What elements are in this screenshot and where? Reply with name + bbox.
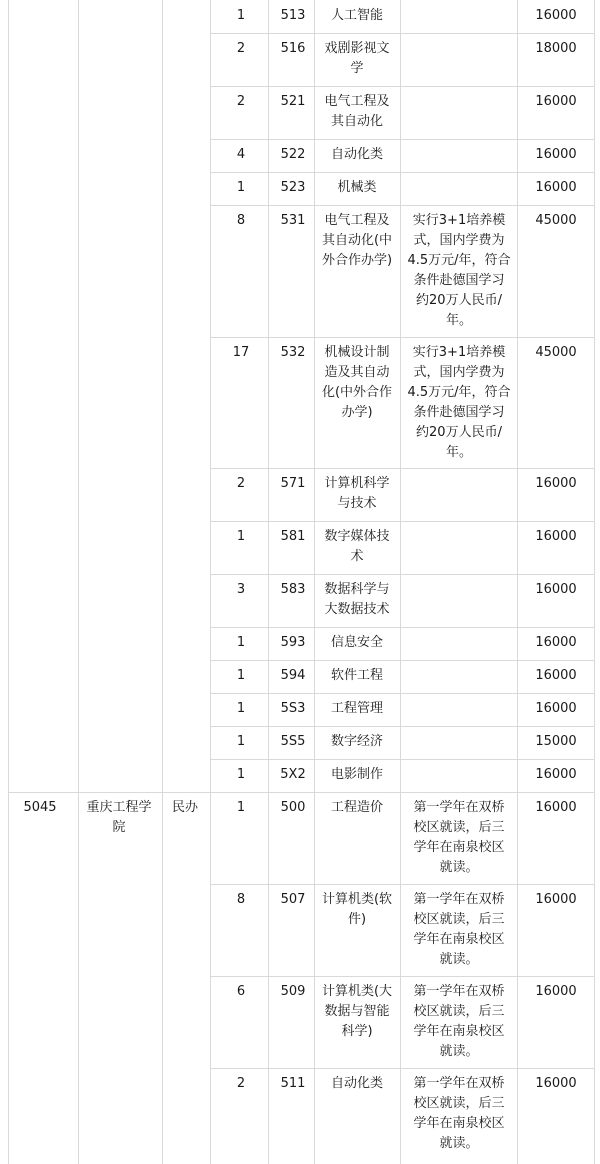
table-cell-code: 532 <box>280 345 306 360</box>
row-divider <box>210 884 595 885</box>
table-cell-fee: 16000 <box>535 635 577 650</box>
table-cell-code: 594 <box>280 668 306 683</box>
table-cell-major: 计算机科学 与技术 <box>324 476 390 511</box>
table-cell-major: 电气工程及 其自动化 <box>324 94 390 129</box>
table-cell-major: 计算机类(软 件) <box>321 892 393 927</box>
table-cell-count: 1 <box>236 180 246 195</box>
table-cell-fee: 16000 <box>535 892 577 907</box>
table-cell-fee: 16000 <box>535 800 577 815</box>
row-divider <box>210 33 595 34</box>
row-divider <box>210 1068 595 1069</box>
table-cell-count: 4 <box>236 147 246 162</box>
column-divider <box>162 0 163 1164</box>
row-divider <box>210 976 595 977</box>
table-cell-remark: 实行3+1培养模 式，国内学费为 4.5万元/年，符合 条件赴德国学习 约20万人民币/ 年。 <box>407 345 511 460</box>
table-cell-count: 1 <box>236 800 246 815</box>
table-cell-code: 571 <box>280 476 306 491</box>
row-divider <box>210 86 595 87</box>
row-divider <box>210 759 595 760</box>
table-cell-code: 516 <box>280 41 306 56</box>
table-cell-fee: 16000 <box>535 984 577 999</box>
table-cell-count: 6 <box>236 984 246 999</box>
table-cell-fee: 16000 <box>535 94 577 109</box>
table-cell-count: 1 <box>236 529 246 544</box>
table-cell-fee: 16000 <box>535 476 577 491</box>
table-cell-code: 509 <box>280 984 306 999</box>
column-divider <box>594 0 595 1164</box>
school-id-cell: 5045 <box>23 800 57 815</box>
table-cell-code: 531 <box>280 213 306 228</box>
school-type-cell: 民办 <box>171 800 198 815</box>
row-divider <box>210 139 595 140</box>
table-cell-code: 5S5 <box>280 734 306 749</box>
table-cell-fee: 16000 <box>535 180 577 195</box>
table-cell-code: 511 <box>280 1076 306 1091</box>
table-cell-fee: 16000 <box>535 529 577 544</box>
table-cell-count: 1 <box>236 668 246 683</box>
table-cell-remark: 第一学年在双桥 校区就读，后三 学年在南泉校区 就读。 <box>413 800 505 875</box>
table-cell-fee: 16000 <box>535 1076 577 1091</box>
row-divider <box>210 726 595 727</box>
row-divider <box>210 693 595 694</box>
table-cell-code: 593 <box>280 635 306 650</box>
table-cell-remark: 实行3+1培养模 式，国内学费为 4.5万元/年，符合 条件赴德国学习 约20万人民币/ 年。 <box>407 213 511 328</box>
row-divider <box>210 337 595 338</box>
table-cell-fee: 16000 <box>535 8 577 23</box>
table-cell-major: 数字媒体技 术 <box>324 529 390 564</box>
table-cell-fee: 15000 <box>535 734 577 749</box>
table-cell-count: 2 <box>236 41 246 56</box>
table-cell-code: 583 <box>280 582 306 597</box>
table-cell-major: 机械设计制 造及其自动 化(中外合作 办学) <box>321 345 393 420</box>
table-cell-fee: 18000 <box>535 41 577 56</box>
table-cell-fee: 45000 <box>535 213 577 228</box>
row-divider <box>210 172 595 173</box>
table-cell-count: 1 <box>236 701 246 716</box>
table-cell-major: 信息安全 <box>330 635 383 650</box>
table-cell-major: 电气工程及 其自动化(中 外合作办学) <box>321 213 393 268</box>
row-divider <box>210 205 595 206</box>
column-divider <box>314 0 315 1164</box>
row-divider <box>210 627 595 628</box>
table-cell-fee: 16000 <box>535 147 577 162</box>
table-cell-code: 523 <box>280 180 306 195</box>
table-cell-count: 1 <box>236 767 246 782</box>
table-cell-code: 522 <box>280 147 306 162</box>
table-cell-count: 1 <box>236 8 246 23</box>
table-cell-fee: 16000 <box>535 668 577 683</box>
table-cell-remark: 第一学年在双桥 校区就读，后三 学年在南泉校区 就读。 <box>413 1076 505 1151</box>
table-cell-count: 2 <box>236 94 246 109</box>
row-divider <box>210 521 595 522</box>
table-cell-fee: 16000 <box>535 701 577 716</box>
table-cell-code: 5S3 <box>280 701 306 716</box>
table-cell-major: 计算机类(大 数据与智能 科学) <box>321 984 393 1039</box>
table-cell-major: 自动化类 <box>330 1076 383 1091</box>
table-cell-major: 数字经济 <box>330 734 383 749</box>
table-cell-fee: 16000 <box>535 767 577 782</box>
table-cell-count: 17 <box>232 345 250 360</box>
row-divider <box>210 468 595 469</box>
table-cell-code: 581 <box>280 529 306 544</box>
table-cell-code: 513 <box>280 8 306 23</box>
column-divider <box>400 0 401 1164</box>
table-cell-major: 软件工程 <box>330 668 383 683</box>
column-divider <box>8 0 9 1164</box>
table-cell-remark: 第一学年在双桥 校区就读，后三 学年在南泉校区 就读。 <box>413 892 505 967</box>
table-cell-count: 8 <box>236 213 246 228</box>
column-divider <box>78 0 79 1164</box>
table-cell-major: 自动化类 <box>330 147 383 162</box>
table-cell-major: 工程造价 <box>330 800 383 815</box>
table-cell-code: 5X2 <box>280 767 306 782</box>
table-cell-major: 电影制作 <box>330 767 383 782</box>
table-cell-count: 8 <box>236 892 246 907</box>
row-divider <box>8 792 595 793</box>
table-cell-major: 数据科学与 大数据技术 <box>324 582 390 617</box>
table-cell-fee: 16000 <box>535 582 577 597</box>
table-cell-count: 1 <box>236 635 246 650</box>
table-cell-code: 507 <box>280 892 306 907</box>
table-cell-count: 1 <box>236 734 246 749</box>
table-cell-fee: 45000 <box>535 345 577 360</box>
table-cell-major: 工程管理 <box>330 701 383 716</box>
school-name-cell: 重庆工程学 院 <box>86 800 152 835</box>
table-cell-remark: 第一学年在双桥 校区就读，后三 学年在南泉校区 就读。 <box>413 984 505 1059</box>
row-divider <box>210 574 595 575</box>
table-cell-code: 521 <box>280 94 306 109</box>
table-cell-count: 3 <box>236 582 246 597</box>
table-cell-major: 机械类 <box>337 180 377 195</box>
table-cell-code: 500 <box>280 800 306 815</box>
table-cell-count: 2 <box>236 476 246 491</box>
table-cell-count: 2 <box>236 1076 246 1091</box>
table-cell-major: 戏剧影视文 学 <box>324 41 390 76</box>
row-divider <box>210 660 595 661</box>
table-cell-major: 人工智能 <box>330 8 383 23</box>
